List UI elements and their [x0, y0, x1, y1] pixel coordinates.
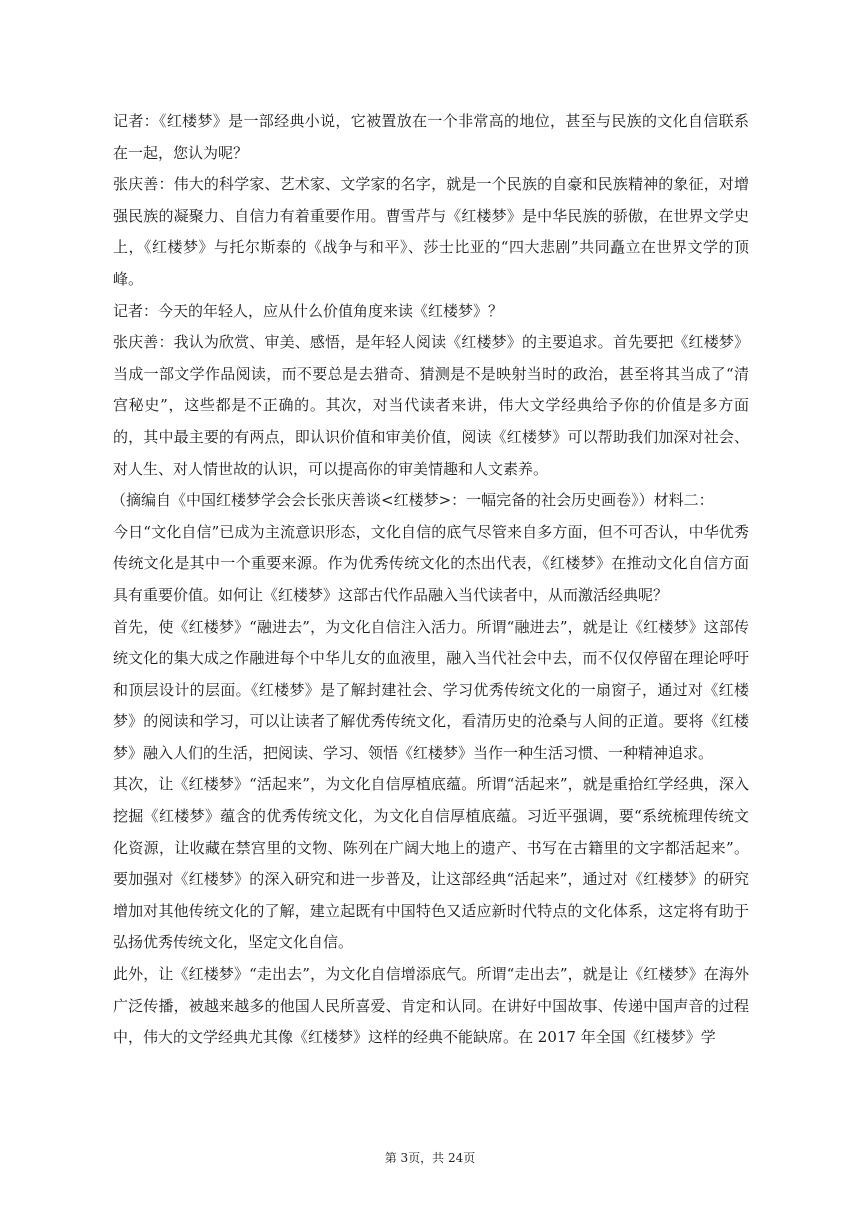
- page-number-footer: 第 3页，共 24页: [384, 1151, 476, 1165]
- material-two-point-2: 其次，让《红楼梦》“活起来”，为文化自信厚植底蕴。所谓“活起来”，就是重拾红学经典，深入挖掘《红楼梦》蕴含的优秀传统文化，为文化自信厚植底蕴。习近平强调，要“系统梳理传统文化资源，让收藏在禁宫里的文物、陈列在广阔大地上的遗产、书写在古籍里的文字都活起来”。要加强对《红楼梦》的深入研究和进一步普及，让这部经典“活起来”，通过对《红楼梦》的研究增加对其他传统文化的了解，建立起既有中国特色又适应新时代特点的文化体系，这定将有助于弘扬优秀传统文化，坚定文化自信。: [113, 775, 749, 952]
- document-body: [113, 106, 749, 1054]
- material-two-point-3: 此外，让《红楼梦》“走出去”，为文化自信增添底气。所谓“走出去”，就是让《红楼梦》在海外广泛传播，被越来越多的他国人民所喜爱、肯定和认同。在讲好中国故事、传递中国声音的过程中，伟大的文学经典尤其像《红楼梦》这样的经典不能缺席。在 2017 年全国《红楼梦》学: [113, 965, 749, 1047]
- interview-question-1: 记者：《红楼梦》是一部经典小说，它被置放在一个非常高的地位，甚至与民族的文化自信联系在一起，您认为呢？: [113, 112, 749, 162]
- interview-answer-2: 张庆善：我认为欣赏、审美、感悟，是年轻人阅读《红楼梦》的主要追求。首先要把《红楼梦》当成一部文学作品阅读，而不要总是去猎奇、猜测是不是映射当时的政治，甚至将其当成了“清宫秘史”，这些都是不正确的。其次，对当代读者来讲，伟大文学经典给予你的价值是多方面的，其中最主要的有两点，即认识价值和审美价值，阅读《红楼梦》可以帮助我们加深对社会、对人生、对人情世故的认识，可以提高你的审美情趣和人文素养。: [113, 333, 749, 478]
- source-citation: （摘编自《中国红楼梦学会会长张庆善谈<红楼梦>：一幅完备的社会历史画卷》）材料二：: [111, 491, 714, 510]
- interview-question-2: 记者：今天的年轻人，应从什么价值角度来读《红楼梦》？: [113, 301, 504, 320]
- interview-answer-1: 张庆善：伟大的科学家、艺术家、文学家的名字，就是一个民族的自豪和民族精神的象征，对增强民族的凝聚力、自信力有着重要作用。曹雪芹与《红楼梦》是中华民族的骄傲，在世界文学史上，《红楼梦》与托尔斯泰的《战争与和平》、莎士比亚的“四大悲剧”共同矗立在世界文学的顶峰。: [113, 175, 749, 288]
- material-two-intro: 今日“文化自信”已成为主流意识形态，文化自信的底气尽管来自多方面，但不可否认，中华优秀传统文化是其中一个重要来源。作为优秀传统文化的杰出代表，《红楼梦》在推动文化自信方面具有重要价值。如何让《红楼梦》这部古代作品融入当代读者中，从而激活经典呢？: [113, 522, 749, 604]
- material-two-point-1: 首先，使《红楼梦》“融进去”，为文化自信注入活力。所谓“融进去”，就是让《红楼梦》这部传统文化的集大成之作融进每个中华儿女的血液里，融入当代社会中去，而不仅仅停留在理论呼吁和顶层设计的层面。《红楼梦》是了解封建社会、学习优秀传统文化的一扇窗子，通过对《红楼梦》的阅读和学习，可以让读者了解优秀传统文化，看清历史的沧桑与人间的正道。要将《红楼梦》融入人们的生活，把阅读、学习、领悟《红楼梦》当作一种生活习惯、一种精神追求。: [113, 617, 749, 762]
